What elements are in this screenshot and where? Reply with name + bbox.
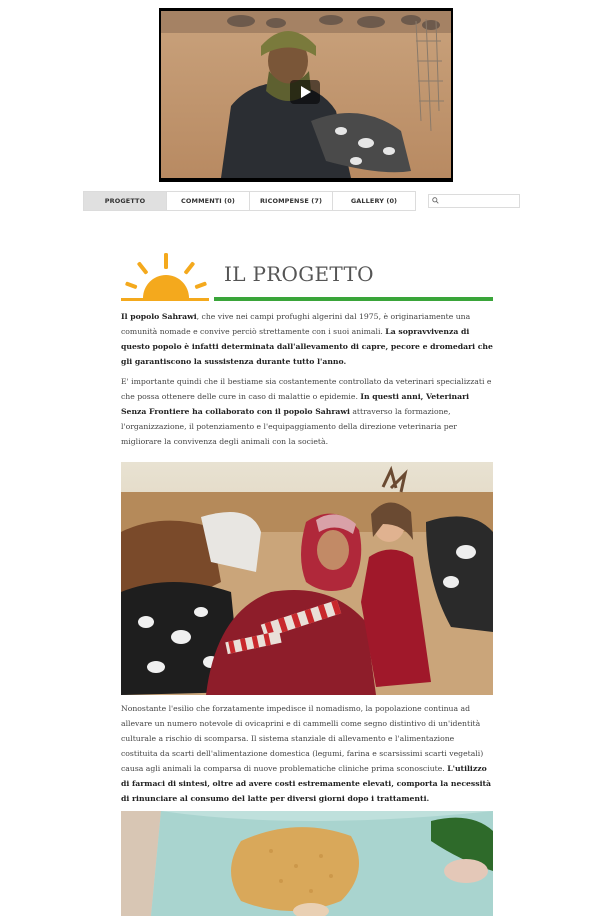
project-tabs [83, 191, 415, 211]
tab-gallery[interactable]: GALLERY (0) [332, 191, 416, 211]
search-input[interactable] [428, 194, 520, 208]
paragraph-text-bold: La sopravvivenza di questo popolo è infatti determinata dall'allevamento di capre, pecore e dromedari che gli garantiscono la sussistenza durante tutto l'anno. [121, 327, 493, 366]
paragraph-intro [121, 309, 493, 369]
video-player[interactable] [159, 8, 453, 182]
play-button[interactable] [290, 80, 320, 104]
paragraph-text: , che vive nei campi profughi algerini dal 1975, è originariamente una comunità nomade e convive perciò strettamente con i suoi animali. [121, 312, 471, 336]
paragraph-breeding [121, 701, 493, 806]
paragraph-text-bold: Il popolo Sahrawi [121, 312, 197, 321]
page-title: IL PROGETTO [224, 262, 374, 286]
paragraph-text-bold: L'utilizzo di farmaci di sintesi, oltre ad avere costi estremamente elevati, comporta la necessità di rinunciare al consumo del latte per diversi giorni dopo i trattamenti. [121, 764, 492, 803]
title-rule-green [214, 297, 493, 301]
search-icon [432, 197, 439, 204]
section-heading [121, 253, 493, 303]
photo-feed-on-tarp [121, 811, 493, 916]
paragraph-text-bold: In questi anni, Veterinari Senza Frontiere ha collaborato con il popolo Sahrawi [121, 392, 470, 416]
tab-commenti[interactable]: COMMENTI (0) [166, 191, 250, 211]
photo-woman-child-goats [121, 462, 493, 695]
paragraph-text: E' importante quindi che il bestiame sia costantemente controllato da veterinari specializzati e che possa ottenere delle cure in caso di malattie o epidemie. [121, 377, 492, 401]
paragraph-text: Nonostante l'esilio che forzatamente impedisce il nomadismo, la popolazione continua ad allevare un numero notevole di ovicaprini e di cammelli come segno distintivo di un'identità culturale a rischio di scomparsa. Il sistema stanziale di allevamento e l'alimentazione costituita da scarti dell'alimentazione domestica (legumi, farina e scarsissimi scarti vegetali) causa agli animali la comparsa di nuove problematiche cliniche prima sconosciute. [121, 704, 484, 773]
sun-icon [121, 253, 211, 303]
tab-ricompense[interactable]: RICOMPENSE (7) [249, 191, 333, 211]
paragraph-veterinary [121, 374, 493, 449]
tab-progetto[interactable]: PROGETTO [83, 191, 167, 211]
title-rule-orange [121, 298, 209, 301]
paragraph-text: attraverso la formazione, l'organizzazione, il potenziamento e l'equipaggiamento della direzione veterinaria per migliorare la convivenza degli animali con la società. [121, 407, 457, 446]
